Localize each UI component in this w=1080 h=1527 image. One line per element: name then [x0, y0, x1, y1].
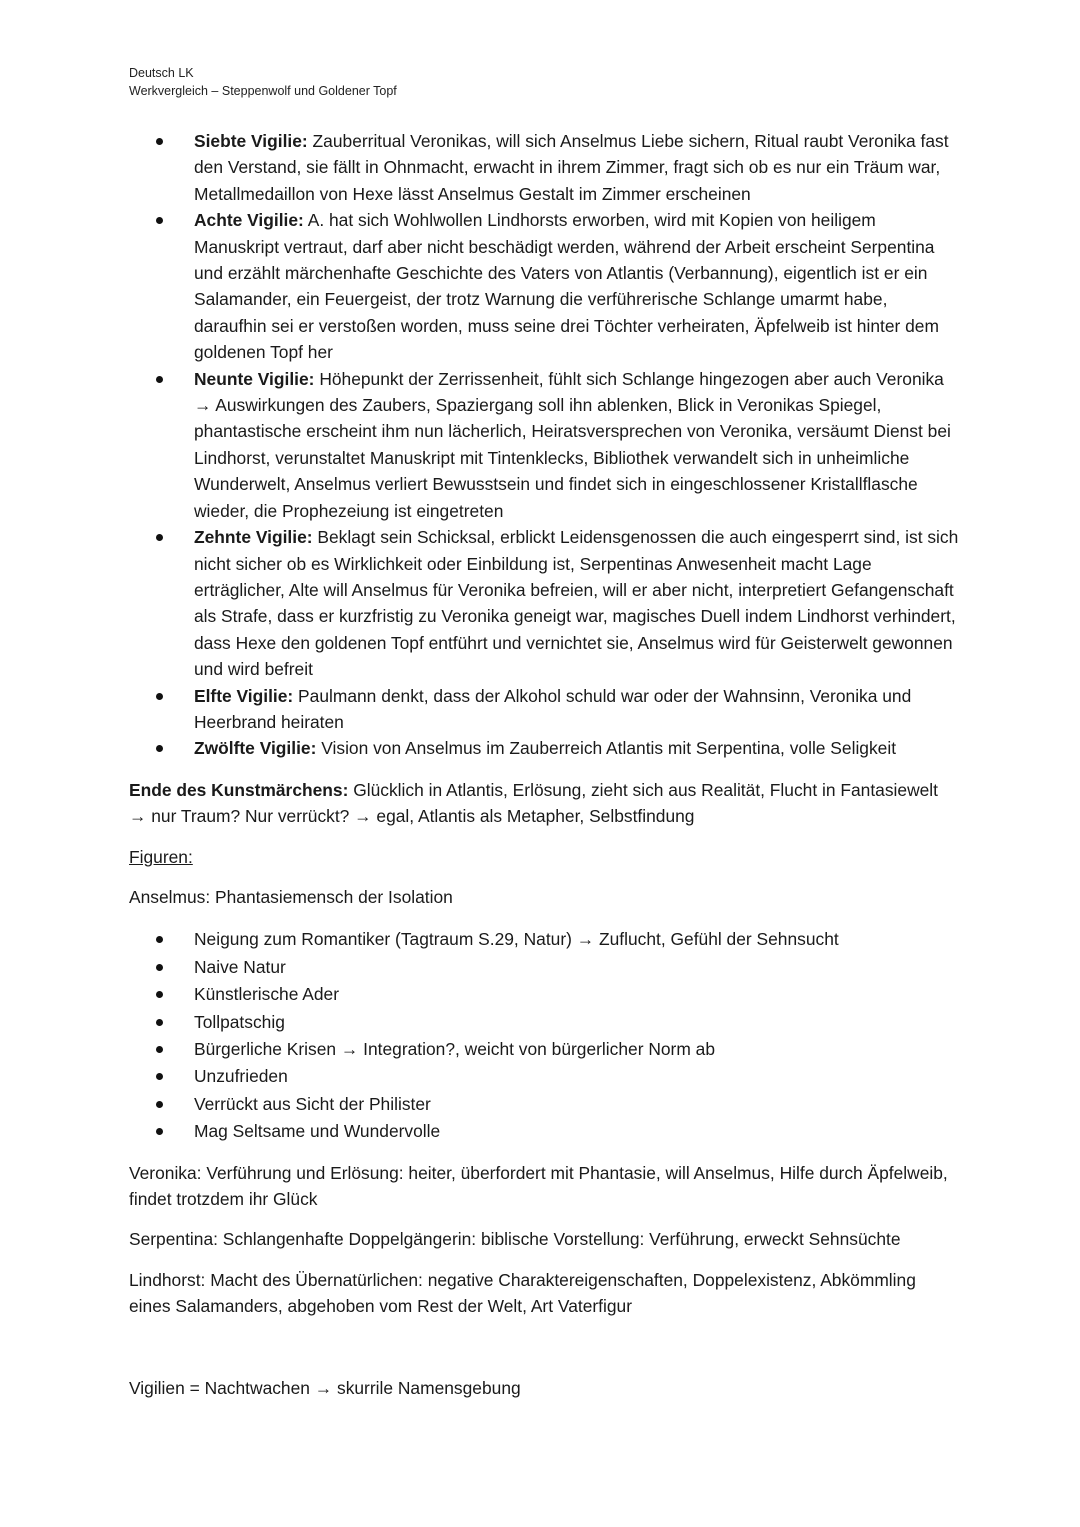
- vigilie-text: Paulmann denkt, dass der Alkohol schuld war oder der Wahnsinn, Veronika und Heerbrand heiraten: [194, 685, 912, 732]
- list-item-vigilie-7: [194, 128, 959, 207]
- course-label: Deutsch LK: [129, 66, 194, 80]
- document-subject: Werkvergleich – Steppenwolf und Goldener Topf: [129, 84, 397, 98]
- trait-text: Bürgerliche Krisen → Integration?, weicht von bürgerlicher Norm ab: [194, 1039, 715, 1059]
- trait-text: Unzufrieden: [194, 1066, 288, 1087]
- list-item: [194, 1009, 959, 1036]
- list-item-vigilie-8: [194, 207, 959, 365]
- vigilie-title: Neunte Vigilie:: [194, 368, 315, 389]
- vigilien-note: Vigilien = Nachtwachen → skurrile Namensgebung: [129, 1377, 521, 1398]
- list-item: [194, 1118, 959, 1145]
- vigilie-text: Höhepunkt der Zerrissenheit, fühlt sich Schlange hingezogen aber auch Veronika → Auswirkungen des Zaubers, Spaziergang soll ihn ablenken, Blick in Veronikas Spiegel, phantastische erscheint ihm nun lächerlich, Heiratsversprechen von Veronika, versäumt Dienst bei Lindhorst, verunstaltet Manuskript mit Tintenklecks, Bibliothek verwandelt sich in unheimliche Wunderwelt, Anselmus verliert Bewusstsein und findet sich in eingeschlossener Kristallflasche wieder, die Prophezeiung ist eingetreten: [194, 368, 951, 521]
- figuren-heading: Figuren:: [129, 846, 193, 867]
- list-item: [194, 954, 959, 981]
- bullet-icon: [156, 991, 163, 998]
- trait-text: Verrückt aus Sicht der Philister: [194, 1093, 431, 1114]
- vigilie-text: Beklagt sein Schicksal, erblickt Leidensgenossen die auch eingesperrt sind, ist sich nicht sicher ob es Wirklichkeit oder Einbildung ist, Serpentinas Anwesenheit macht Lage erträglicher, Alte will Anselmus für Veronika befreien, will er aber nicht, interpretiert Gefangenschaft als Strafe, dass er kurzfristig zu Veronika geneigt war, magisches Duell indem Lindhorst verhindert, dass Hexe den goldenen Topf entführt und vernichtet sie, Anselmus wird für Geisterwelt gewonnen und wird befreit: [194, 527, 959, 680]
- trait-text: Neigung zum Romantiker (Tagtraum S.29, Natur) → Zuflucht, Gefühl der Sehnsucht: [194, 929, 839, 950]
- vigilie-title: Siebte Vigilie:: [194, 131, 308, 151]
- vigilie-text: Zauberritual Veronikas, will sich Anselmus Liebe sichern, Ritual raubt Veronika fast den Verstand, sie fällt in Ohnmacht, erwacht in ihrem Zimmer, fragt sich ob es nur ein Träum war, Metallmedaillon von Hexe lässt Anselmus Gestalt im Zimmer erscheinen: [194, 131, 949, 204]
- trait-text: Künstlerische Ader: [194, 984, 340, 1005]
- bullet-icon: [156, 1046, 163, 1053]
- vigilien-list: [129, 128, 959, 762]
- list-item: [194, 926, 959, 953]
- vigilie-title: Zehnte Vigilie:: [194, 527, 313, 548]
- ende-text: Glücklich in Atlantis, Erlösung, zieht sich aus Realität, Flucht in Fantasiewelt → nur Traum? Nur verrückt? → egal, Atlantis als Metapher, Selbstfindung: [129, 779, 938, 827]
- list-item-vigilie-10: [194, 524, 959, 682]
- vigilie-title: Elfte Vigilie:: [194, 685, 294, 706]
- trait-text: Naive Natur: [194, 956, 286, 977]
- list-item: [194, 1036, 959, 1063]
- bullet-icon: [156, 1128, 163, 1135]
- bullet-icon: [156, 534, 163, 541]
- document-body: [129, 128, 959, 1401]
- trait-text: Mag Seltsame und Wundervolle: [194, 1121, 441, 1142]
- vigilie-text: A. hat sich Wohlwollen Lindhorsts erworben, wird mit Kopien von heiligem Manuskript vertraut, darf aber nicht beschädigt werden, während der Arbeit erscheint Serpentina und erzählt märchenhafte Geschichte des Vaters von Atlantis (Verbannung), eigentlich ist er ein Salamander, ein Feuergeist, der trotz Warnung die verführerische Schlange umarmt habe, daraufhin sei er verstoßen worden, muss seine drei Töchter verheiraten, Äpfelweib ist hinter dem goldenen Topf her: [194, 210, 939, 363]
- vigilie-text: Vision von Anselmus im Zauberreich Atlantis mit Serpentina, volle Seligkeit: [316, 738, 897, 759]
- trait-text: Tollpatschig: [194, 1011, 285, 1032]
- anselmus-heading: Anselmus: Phantasiemensch der Isolation: [129, 886, 453, 907]
- bullet-icon: [156, 964, 163, 971]
- list-item: [194, 1091, 959, 1118]
- bullet-icon: [156, 376, 163, 383]
- lindhorst-paragraph: Lindhorst: Macht des Übernatürlichen: negative Charaktereigenschaften, Doppelexistenz, Abkömmling eines Salamanders, abgehoben vom Rest der Welt, Art Vaterfigur: [129, 1269, 916, 1317]
- bullet-icon: [156, 1101, 163, 1108]
- bullet-icon: [156, 1019, 163, 1026]
- list-item-vigilie-9: [194, 366, 959, 524]
- list-item-vigilie-11: [194, 683, 959, 736]
- list-item: [194, 981, 959, 1008]
- bullet-icon: [156, 936, 163, 943]
- veronika-paragraph: Veronika: Verführung und Erlösung: heiter, überfordert mit Phantasie, will Anselmus, Hilfe durch Äpfelweib, findet trotzdem ihr Glück: [129, 1162, 948, 1210]
- ende-title: Ende des Kunstmärchens:: [129, 779, 349, 800]
- bullet-icon: [156, 217, 163, 224]
- vigilie-title: Achte Vigilie:: [194, 210, 304, 231]
- bullet-icon: [156, 1073, 163, 1080]
- page-header: [129, 64, 397, 100]
- list-item-vigilie-12: [194, 735, 959, 761]
- bullet-icon: [156, 745, 163, 752]
- vigilie-title: Zwölfte Vigilie:: [194, 738, 317, 759]
- serpentina-paragraph: Serpentina: Schlangenhafte Doppelgängerin: biblische Vorstellung: Verführung, erweckt Sehnsüchte: [129, 1229, 901, 1250]
- list-item: [194, 1063, 959, 1090]
- ende-paragraph: [129, 777, 959, 830]
- anselmus-traits-list: [129, 926, 959, 1145]
- bullet-icon: [156, 138, 163, 145]
- bullet-icon: [156, 693, 163, 700]
